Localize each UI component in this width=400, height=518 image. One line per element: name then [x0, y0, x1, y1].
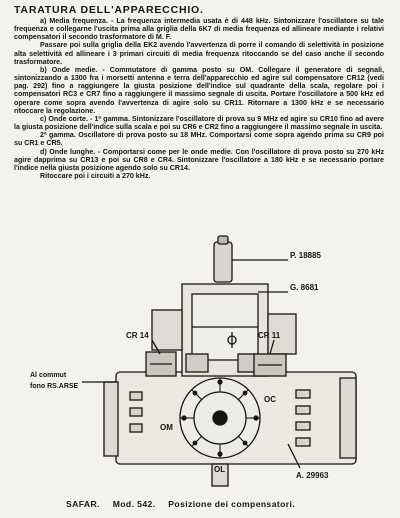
caption-text: Posizione dei compensatori. — [168, 499, 296, 509]
label-ol: OL — [214, 465, 226, 474]
label-commut: Al commut — [30, 372, 67, 379]
label-cr14: CR 14 — [126, 331, 149, 340]
label-fono: fono RS.ARSE — [30, 383, 79, 390]
paragraph-ritoccare: Ritoccare poi i circuiti a 270 kHz. — [40, 171, 151, 180]
label-om: OM — [160, 423, 173, 432]
body-text — [14, 17, 384, 180]
label-p18885: P. 18885 — [290, 251, 321, 260]
caption-model: Mod. 542. — [112, 499, 156, 509]
figure-caption — [66, 499, 305, 509]
label-cr11: CR 11 — [258, 331, 281, 340]
paragraph-onde-medie: b) Onde medie. - Commutatore di gamma posto su OM. Collegare il generatore di segnali, sintonizzando a 1300 fra i morsetti antenna e terra dell'apparecchio ed agire sul compensatore CR12 (vedi pag. 292) fino a raggiungere la giusta posizione dell'indice sul quadrante della scala, regolare poi i compensatori RC3 e CR7 fino a raggiungere il massimo segnale di uscita. Portare l'oscillatore a 500 kHz ed operare come sopra avendo l'avvertenza di agire solo su CR11. Ritornare a 1300 kHz e se necessario ritoccare la regolazione. — [14, 65, 384, 115]
label-oc: OC — [264, 395, 276, 404]
label-g8681: G. 8681 — [290, 283, 319, 292]
chassis-right-panel — [340, 378, 356, 458]
paragraph-seconda-gamma: 2ª gamma. Oscillatore di prova posto su 18 MHz. Comportarsi come sopra agendo prima su CR9 poi su CR1 e CR5. — [14, 131, 384, 148]
paragraph-onde-corte: c) Onde corte. - 1ª gamma. Sintonizzare l'oscillatore di prova su 9 MHz ed agire su CR10 fino ad avere la giusta posizione dell'indice sulla scala e poi su CR6 e CR2 fino a raggiungere il massimo segnale in uscita. — [14, 114, 384, 132]
paragraph-onde-lunghe: d) Onde lunghe. - Comportarsi come per le onde medie. Con l'oscillatore di prova posto su 270 kHz agire dapprima su CR13 e poi su CR8 e CR4. Sintonizzare l'oscillatore a 180 kHz e se necessario portare l'indice nella giusta posizione agendo solo su CR14. — [14, 147, 384, 172]
caption-brand: SAFAR. — [66, 499, 100, 509]
chassis-left-ledge — [104, 382, 118, 456]
paragraph-ek2: Passare poi sulla griglia della EK2 avendo l'avvertenza di porre il comando di selettività in posizione alta selettività ed allineare i 3 primari circuiti di media frequenza ritoccando se del caso anche il secondo trasformatore. — [14, 41, 384, 66]
paragraph-media-frequenza: a) Media frequenza. - La frequenza intermedia usata è di 448 kHz. Sintonizzare l'oscillatore su tale frequenza e collegarne l'uscita prima alla griglia della 6K7 di media frequenza ed allineare mediante i relativi compensatori il secondo trasformatore di M. F. — [14, 17, 384, 42]
compensator-diagram — [0, 232, 400, 494]
page-title: TARATURA DELL'APPARECCHIO. — [14, 4, 204, 16]
tube-p18885 — [214, 242, 232, 282]
block-left — [152, 310, 182, 350]
label-a29963: A. 29963 — [296, 471, 329, 480]
